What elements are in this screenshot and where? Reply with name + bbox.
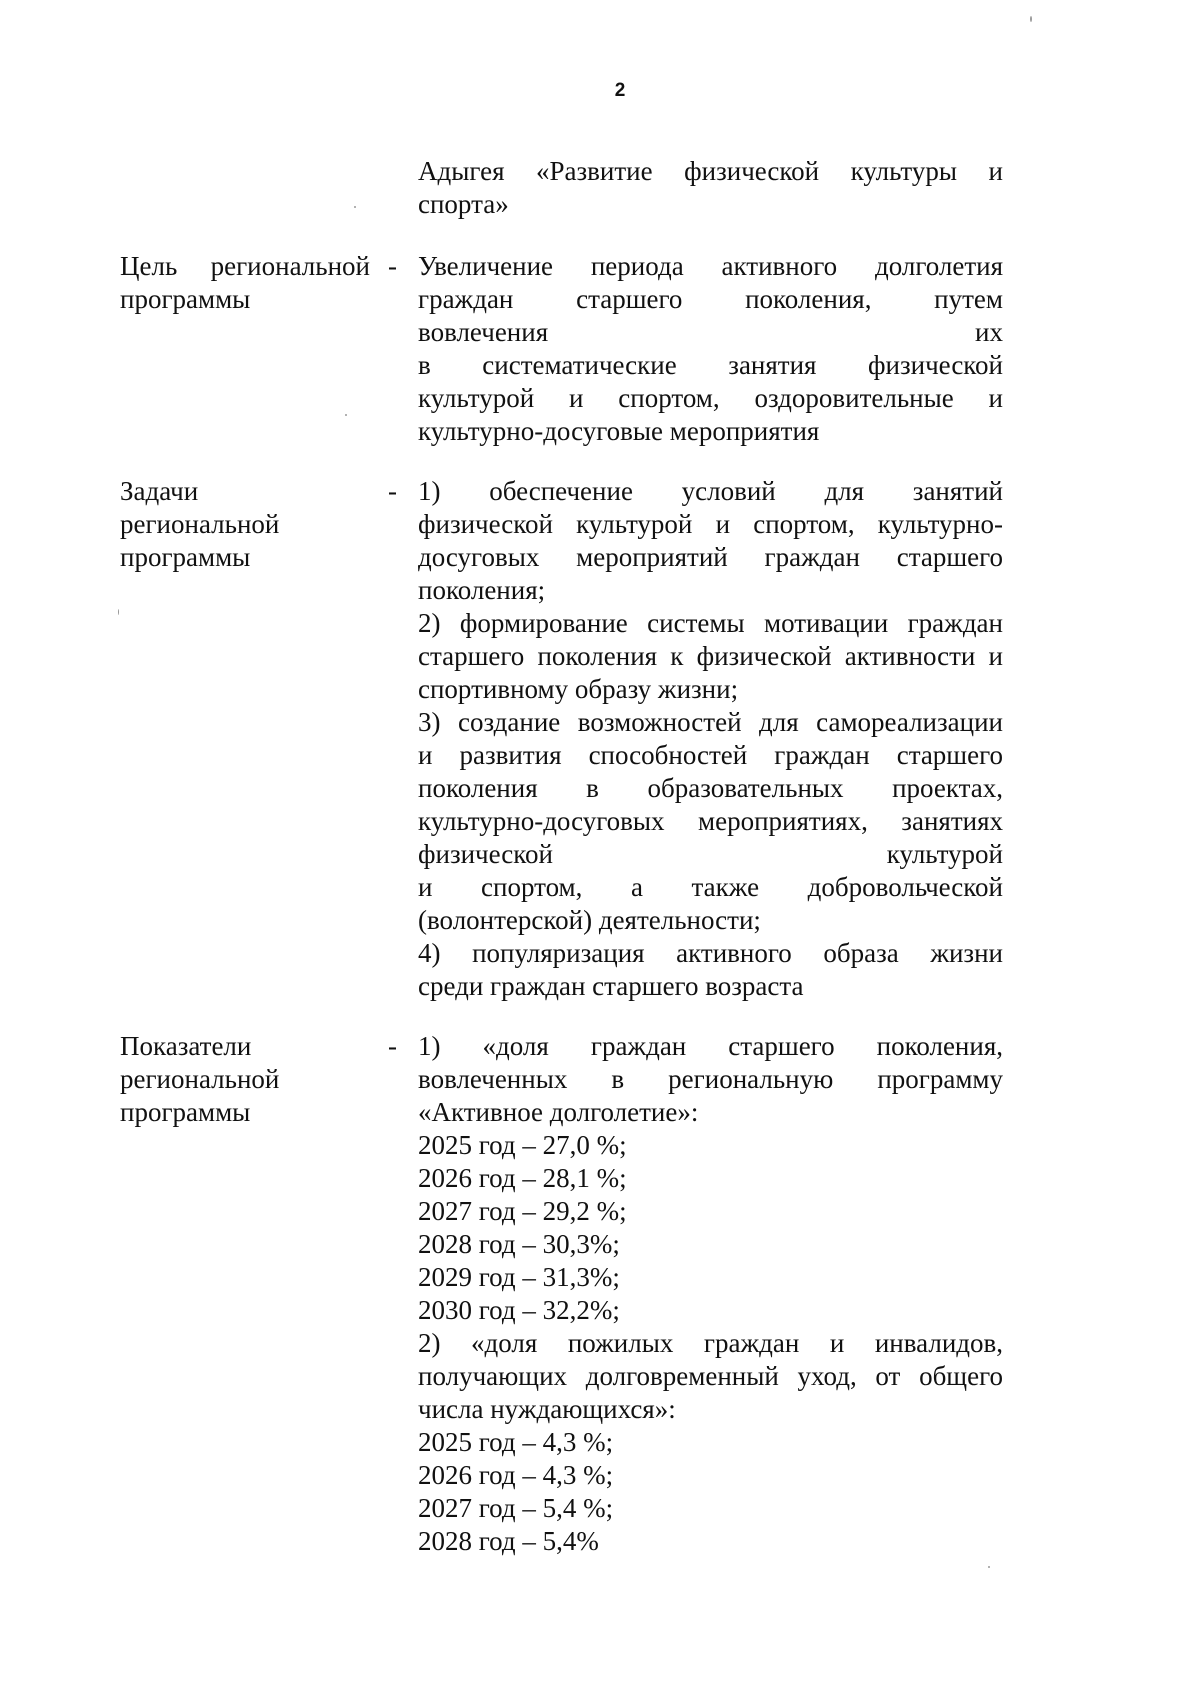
- content-line: физической культурой: [418, 839, 1003, 869]
- section-label: программы: [120, 542, 251, 572]
- section-label: Показатели: [120, 1031, 252, 1061]
- content-line: получающих долговременный уход, от общего: [418, 1361, 1003, 1391]
- content-line: граждан старшего поколения, путем: [418, 284, 1003, 314]
- section-label: региональной: [120, 1064, 280, 1094]
- content-line: культурно-досуговые мероприятия: [418, 416, 820, 446]
- section-label: Задачи: [120, 476, 199, 506]
- content-line: числа нуждающихся»:: [418, 1394, 676, 1424]
- content-line: 2) «доля пожилых граждан и инвалидов,: [418, 1328, 1003, 1358]
- content-line: 2030 год – 32,2%;: [418, 1295, 620, 1325]
- continuation-line: спорта»: [418, 189, 509, 219]
- scan-speck: [118, 609, 119, 615]
- content-line: «Активное долголетие»:: [418, 1097, 699, 1127]
- content-line: Увеличение периода активного долголетия: [418, 251, 1003, 281]
- content-line: 4) популяризация активного образа жизни: [418, 938, 1003, 968]
- section-dash: -: [388, 1031, 397, 1061]
- scan-speck: [988, 1566, 990, 1568]
- content-line: (волонтерской) деятельности;: [418, 905, 761, 935]
- content-line: 2026 год – 28,1 %;: [418, 1163, 627, 1193]
- content-line: 2028 год – 5,4%: [418, 1526, 599, 1556]
- content-line: спортивному образу жизни;: [418, 674, 739, 704]
- continuation-line: Адыгея «Развитие физической культуры и: [418, 156, 1003, 186]
- content-line: и развития способностей граждан старшего: [418, 740, 1003, 770]
- scan-speck: [1030, 16, 1032, 22]
- section-dash: -: [388, 476, 397, 506]
- section-label: Цель региональной: [120, 251, 370, 281]
- section-label: программы: [120, 284, 251, 314]
- content-line: 1) обеспечение условий для занятий: [418, 476, 1003, 506]
- content-line: поколения в образовательных проектах,: [418, 773, 1003, 803]
- section-dash: -: [388, 251, 397, 281]
- content-line: 2027 год – 5,4 %;: [418, 1493, 614, 1523]
- content-line: 3) создание возможностей для самореализации: [418, 707, 1003, 737]
- content-line: культурой и спортом, оздоровительные и: [418, 383, 1003, 413]
- content-line: в систематические занятия физической: [418, 350, 1003, 380]
- content-line: досуговых мероприятий граждан старшего: [418, 542, 1003, 572]
- content-line: вовлеченных в региональную программу: [418, 1064, 1003, 1094]
- content-line: старшего поколения к физической активности и: [418, 641, 1003, 671]
- scan-speck: [354, 206, 356, 208]
- scan-speck: [345, 414, 347, 416]
- content-line: 2026 год – 4,3 %;: [418, 1460, 614, 1490]
- content-line: поколения;: [418, 575, 546, 605]
- section-label: региональной: [120, 509, 280, 539]
- content-line: вовлечения их: [418, 317, 1003, 347]
- content-line: 2) формирование системы мотивации граждан: [418, 608, 1003, 638]
- content-line: 2028 год – 30,3%;: [418, 1229, 620, 1259]
- page-number: 2: [614, 80, 626, 101]
- section-label: программы: [120, 1097, 251, 1127]
- content-line: 1) «доля граждан старшего поколения,: [418, 1031, 1003, 1061]
- content-line: и спортом, а также добровольческой: [418, 872, 1003, 902]
- content-line: 2025 год – 4,3 %;: [418, 1427, 614, 1457]
- content-line: физической культурой и спортом, культурно-: [418, 509, 1003, 539]
- content-line: 2025 год – 27,0 %;: [418, 1130, 627, 1160]
- content-line: 2029 год – 31,3%;: [418, 1262, 620, 1292]
- content-line: 2027 год – 29,2 %;: [418, 1196, 627, 1226]
- content-line: культурно-досуговых мероприятиях, занятиях: [418, 806, 1003, 836]
- content-line: среди граждан старшего возраста: [418, 971, 804, 1001]
